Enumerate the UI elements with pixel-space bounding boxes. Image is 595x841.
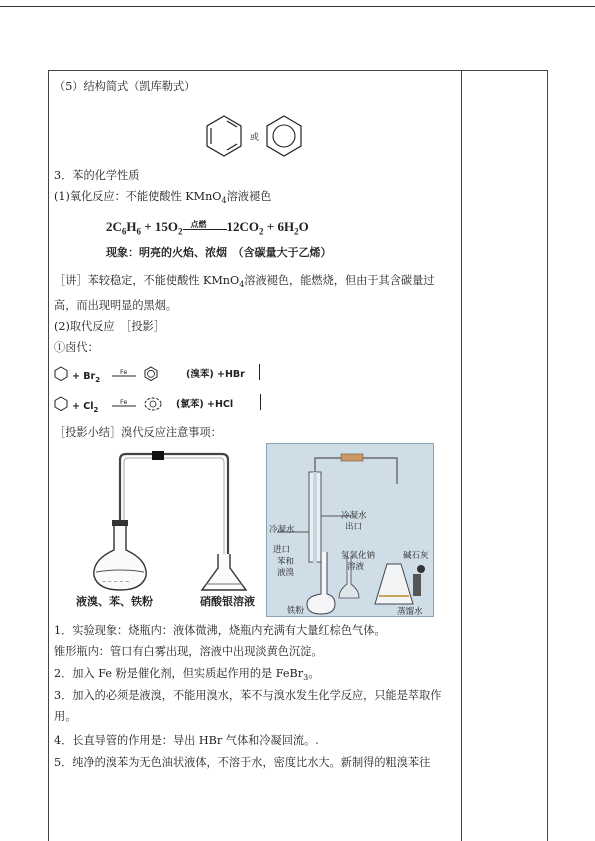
chlorination-catalyst: Fe [120, 398, 128, 406]
phenomenon-line: 现象：明亮的火焰、浓烟 （含碳量大于乙烯） [106, 246, 332, 259]
benzene-ring-icon [54, 396, 68, 411]
chlorination-product: (氯苯) +HCl [176, 399, 234, 410]
bromination-apparatus-diagram [82, 450, 252, 590]
iron-powder-label: 铁粉 [287, 606, 305, 616]
svg-text:~ ~ ~ ~ ~: ~ ~ ~ ~ ~ [102, 579, 130, 585]
point-1: 1．实验现象：烧瓶内：液体微沸，烧瓶内充满有大量红棕色气体。 [54, 624, 386, 637]
flask-label: 液溴、苯、铁粉 [76, 595, 153, 608]
naoh-label: 氢氧化钠 [341, 551, 376, 561]
beaker-label: 硝酸银溶液 [200, 595, 255, 608]
point-3: 3．加入的必须是液溴，不能用溴水，苯不与溴水发生化学反应，只能是萃取作用。 [54, 689, 442, 723]
point-2: 2．加入 Fe 粉是催化剂，但实质起作用的是 FeBr$_3$。 [54, 667, 320, 683]
chem-props-heading: 3．苯的化学性质 [54, 169, 140, 182]
condenser-in-label-2: 进口 [273, 545, 291, 555]
bromination-reagent: + $Br_2$ [72, 371, 101, 384]
benzene-bromine-label-2: 液溴 [277, 568, 295, 578]
lecture-paragraph: ［讲］苯较稳定，不能使酸性 KMnO$_4$溶液褪色，能燃烧，但由于其含碳量过高，而出现明显的黑烟。 [54, 274, 435, 313]
bromination-product: (溴苯) +HBr [186, 369, 245, 380]
benzene-bromine-label: 苯和 [277, 557, 295, 567]
substitution-heading: (2)取代反应 ［投影］ [54, 320, 165, 333]
reaction-arrow [112, 374, 136, 378]
table-top-border [48, 70, 548, 71]
projection-summary: ［投影小结］溴代反应注意事项： [54, 426, 222, 439]
point-4: 4．长直导管的作用是：导出 HBr 气体和冷凝回流。. [54, 734, 319, 747]
bromination-catalyst: Fe [120, 368, 128, 376]
table-column-divider [461, 70, 462, 841]
oxidation-heading: (1)氧化反应：不能使酸性 KMnO$_4$溶液褪色 [54, 190, 272, 206]
naoh-label-2: 溶液 [347, 562, 365, 572]
benzene-ring-icon [144, 366, 158, 381]
benzene-circle-structure [264, 114, 304, 158]
condenser-out-label: 冷凝水 [341, 511, 367, 521]
line-end-mark [259, 364, 260, 380]
line-end-mark [260, 394, 261, 410]
benzene-ring-icon [54, 366, 68, 381]
structure-heading: （5）结构简式（凯库勒式） [54, 80, 196, 93]
apparatus-photo [266, 443, 434, 617]
benzene-ring-icon [144, 396, 164, 411]
page-top-rule [0, 6, 595, 7]
combustion-equation: $2C_6H_6 + 15O_2$ 点燃 $12CO_2 + 6H_2O$ [106, 219, 309, 237]
kekule-benzene-structure [204, 114, 244, 158]
chlorination-reagent: + $Cl_2$ [72, 401, 99, 414]
point-5: 5．纯净的溴苯为无色油状液体，不溶于水，密度比水大。新制得的粗溴苯往 [54, 756, 431, 769]
distilled-water-label: 蒸馏水 [397, 607, 423, 617]
halogenation-heading: ①卤代： [54, 341, 99, 354]
point-1-continued: 锥形瓶内：管口有白雾出现，溶液中出现淡黄色沉淀。 [54, 645, 323, 658]
condenser-in-label: 冷凝水 [269, 525, 295, 535]
table-left-border [48, 70, 49, 841]
table-right-border [547, 70, 548, 841]
soda-lime-label: 碱石灰 [403, 551, 429, 561]
condenser-out-label-2: 出口 [345, 522, 363, 532]
or-label: 或 [250, 133, 260, 143]
reaction-arrow [112, 404, 136, 408]
